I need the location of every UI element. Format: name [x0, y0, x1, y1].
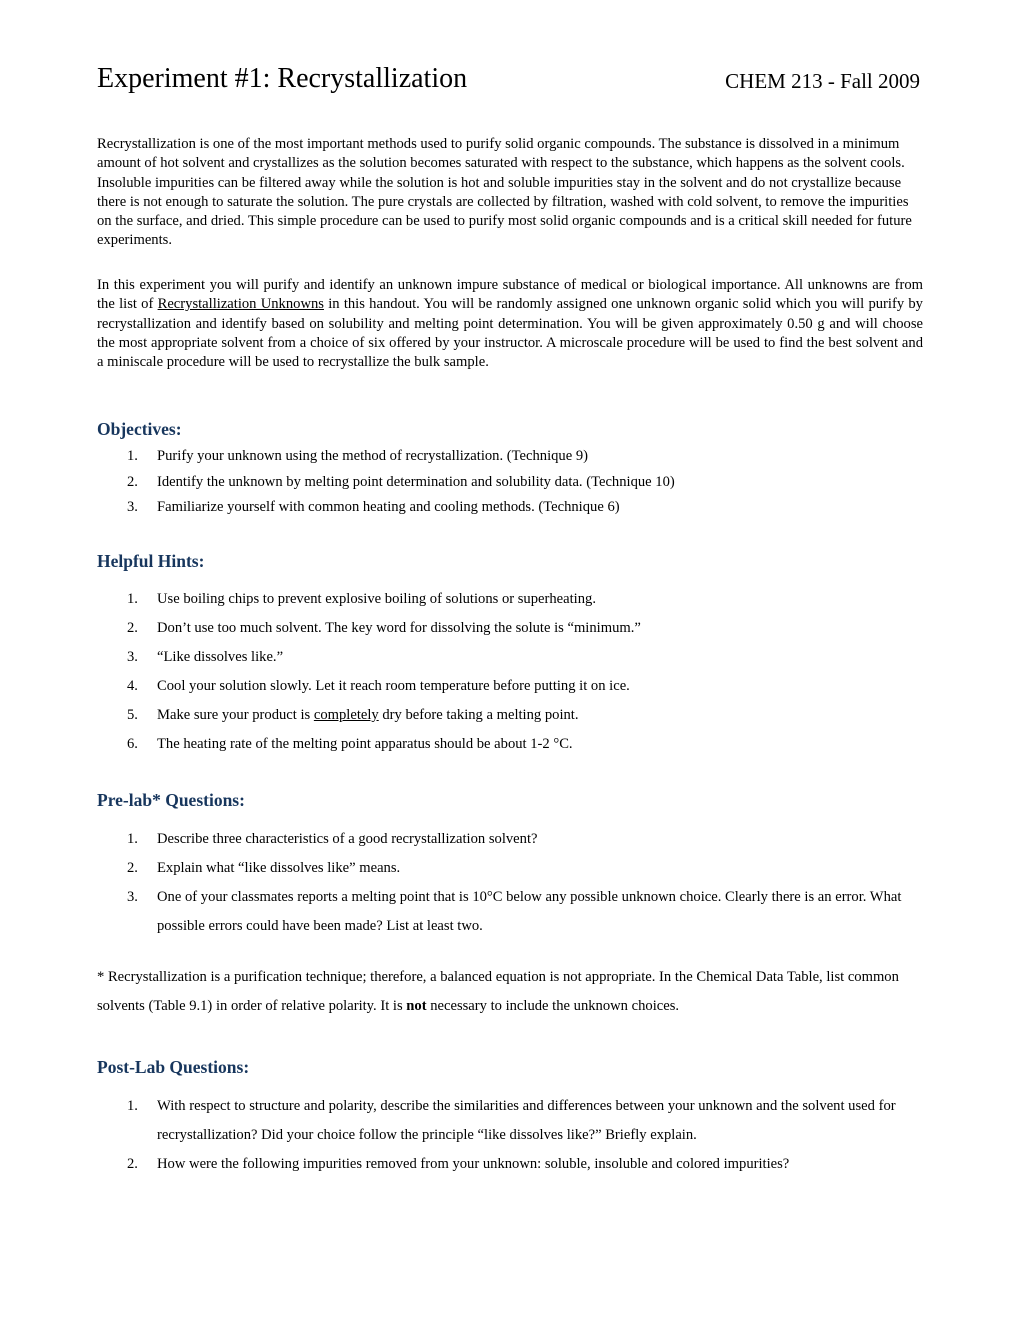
item-number: 2.	[127, 473, 138, 490]
list-item	[97, 1092, 923, 1150]
footnote-emphasis: not	[406, 998, 427, 1014]
course-label: CHEM 213 - Fall 2009	[725, 69, 920, 93]
list-item	[97, 854, 923, 883]
item-text: Identify the unknown by melting point determination and solubility data. (Technique 10)	[157, 473, 675, 490]
footnote-text-end: necessary to include the unknown choices.	[426, 998, 680, 1014]
list-item	[97, 585, 923, 614]
list-item	[97, 470, 923, 496]
intro-paragraph-2-text-end: in this handout. You will be randomly assigned one unknown organic solid which you will purify by recrystallization and identify based on solubility and melting point determination. You will be given approximately 0.50 g and will choose the most appropriate solvent from a choice of six offered by your instructor. A microscale procedure will be used to find the best solvent and a miniscale procedure will be used to recrystallize the bulk sample.	[97, 296, 923, 371]
item-text: Explain what “like dissolves like” means.	[157, 860, 401, 876]
item-text: dry before taking a melting point.	[378, 707, 579, 723]
recrystallization-unknowns-link: Recrystallization Unknowns	[157, 296, 324, 313]
item-number: 2.	[127, 620, 138, 636]
item-text-underlined: completely	[313, 707, 379, 723]
objectives-heading: Objectives:	[97, 419, 182, 439]
item-number: 1.	[127, 1098, 138, 1114]
postlab-questions-heading: Post-Lab Questions:	[97, 1057, 250, 1077]
item-number: 6.	[127, 736, 138, 752]
item-number: 1.	[127, 831, 138, 847]
list-item	[97, 883, 923, 941]
item-number: 1.	[127, 448, 138, 464]
item-number: 1.	[127, 591, 138, 607]
item-text: Describe three characteristics of a good recrystallization solvent?	[157, 831, 538, 847]
item-text: Purify your unknown using the method of recrystallization. (Technique 9)	[157, 448, 589, 464]
item-text: How were the following impurities removed from your unknown: soluble, insoluble and colored impurities?	[157, 1156, 790, 1172]
item-text: Cool your solution slowly. Let it reach room temperature before putting it on ice.	[157, 678, 630, 694]
item-text: Familiarize yourself with common heating and cooling methods. (Technique 6)	[157, 499, 620, 515]
helpful-hints-heading: Helpful Hints:	[97, 551, 205, 571]
item-text: Make sure your product is	[157, 707, 314, 723]
list-item	[97, 444, 923, 470]
footnote-text-start: * Recrystallization is a purification technique; therefore, a balanced equation is not appropriate. In the Chemical Data Table, list common solvents (Table 9.1) in order of relative polarity. It is	[97, 969, 899, 1014]
item-number: 3.	[127, 889, 138, 905]
prelab-footnote	[97, 963, 923, 1021]
page-title: Experiment #1: Recrystallization	[97, 63, 468, 94]
list-item	[97, 643, 923, 672]
item-number: 3.	[127, 649, 138, 665]
item-text: One of your classmates reports a melting point that is 10°C below any possible unknown choice. Clearly there is an error. What possible errors could have been made? List at least two.	[157, 889, 902, 934]
list-item	[97, 730, 923, 759]
list-item	[97, 672, 923, 701]
item-number: 4.	[127, 678, 138, 694]
list-item	[97, 701, 923, 730]
item-text: The heating rate of the melting point apparatus should be about 1-2 °C.	[157, 736, 573, 752]
list-item	[97, 495, 923, 521]
objectives-list	[97, 444, 923, 521]
intro-paragraph-2-text-start: In this experiment you will purify and identify an unknown impure substance of medical or biological importance. All unknowns are from the list of	[97, 277, 923, 313]
list-item	[97, 614, 923, 643]
postlab-questions-list	[97, 1092, 923, 1179]
item-text: Use boiling chips to prevent explosive boiling of solutions or superheating.	[157, 591, 596, 607]
helpful-hints-list	[97, 585, 923, 759]
intro-paragraph-2	[97, 276, 923, 372]
item-number: 3.	[127, 499, 138, 515]
item-number: 2.	[127, 860, 138, 876]
list-item	[97, 1150, 923, 1179]
item-text: With respect to structure and polarity, describe the similarities and differences between your unknown and the solvent used for recrystallization? Did your choice follow the principle “like dissolves like?” Briefly explain.	[157, 1098, 896, 1143]
prelab-questions-heading: Pre-lab* Questions:	[97, 790, 245, 810]
item-text: “Like dissolves like.”	[157, 649, 284, 665]
list-item	[97, 825, 923, 854]
prelab-questions-list	[97, 825, 923, 941]
item-number: 5.	[127, 707, 138, 723]
intro-paragraph-1: Recrystallization is one of the most important methods used to purify solid organic compounds. The substance is dissolved in a minimum amount of hot solvent and crystallizes as the solution becomes saturated with respect to the substance, which happens as the solvent cools. Insoluble impurities can be filtered away while the solution is hot and soluble impurities stay in the solvent and do not crystallize because there is not enough to saturate the solution. The pure crystals are collected by filtration, washed with cold solvent, to remove the impurities on the surface, and dried. This simple procedure can be used to purify most solid organic compounds and is a critical skill needed for future experiments.	[97, 136, 912, 249]
page-header	[97, 62, 920, 102]
item-text: Don’t use too much solvent. The key word for dissolving the solute is “minimum.”	[157, 620, 641, 636]
item-number: 2.	[127, 1156, 138, 1172]
